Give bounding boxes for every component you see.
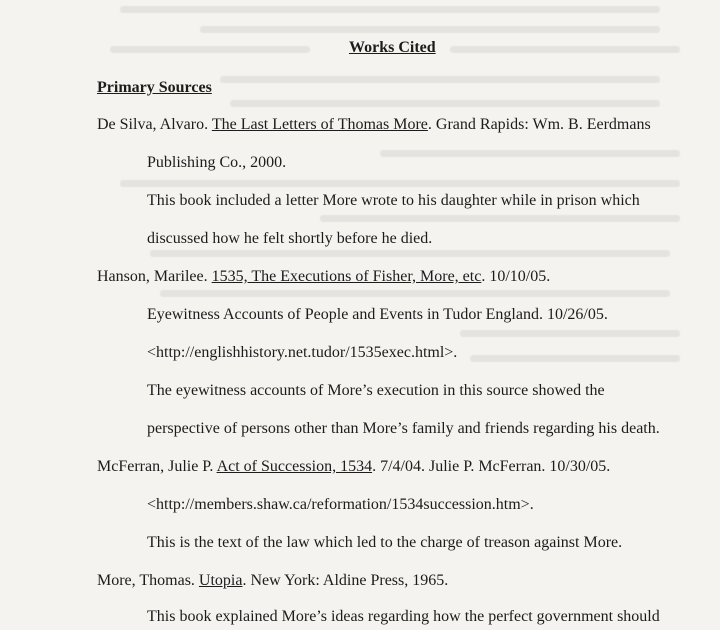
annotation-line: This book explained More’s ideas regarding how the perfect government should [147,608,660,625]
citation-entry-4 [97,571,448,591]
citation-publication: . Grand Rapids: Wm. B. Eerdmans [427,116,651,133]
citation-work-title: 1535, The Executions of Fisher, More, etc [211,268,482,285]
citation-work-title: Act of Succession, 1534 [216,458,373,475]
annotation-line: perspective of persons other than More’s family and friends regarding his death. [147,420,660,437]
works-cited-title: Works Cited [349,39,436,56]
citation-entry-3 [97,457,610,477]
citation-work-title: Utopia [198,572,243,589]
citation-publication: . New York: Aldine Press, 1965. [242,572,449,589]
citation-url: <http://englishhistory.net.tudor/1535exec.html>. [147,344,458,361]
citation-author: De Silva, Alvaro. [97,116,209,133]
citation-work-title: The Last Letters of Thomas More [211,116,428,133]
citation-author: More, Thomas. [97,572,195,589]
citation-continuation: Eyewitness Accounts of People and Events in Tudor England. 10/26/05. [147,306,608,323]
citation-publication: . 10/10/05. [481,268,551,285]
citation-url: <http://members.shaw.ca/reformation/1534succession.htm>. [147,496,534,513]
primary-sources-heading: Primary Sources [97,79,212,96]
citation-publication: . 7/4/04. Julie P. McFerran. 10/30/05. [372,458,611,475]
citation-entry-1 [97,115,651,135]
citation-entry-2 [97,267,550,287]
annotation-line: The eyewitness accounts of More’s execution in this source showed the [147,382,605,399]
annotation-line: discussed how he felt shortly before he died. [147,230,433,247]
citation-continuation: Publishing Co., 2000. [147,154,287,171]
citation-author: McFerran, Julie P. [97,458,214,475]
annotation-line: This book included a letter More wrote to his daughter while in prison which [147,192,640,209]
annotation-line: This is the text of the law which led to the charge of treason against More. [147,534,623,551]
citation-author: Hanson, Marilee. [97,268,208,285]
